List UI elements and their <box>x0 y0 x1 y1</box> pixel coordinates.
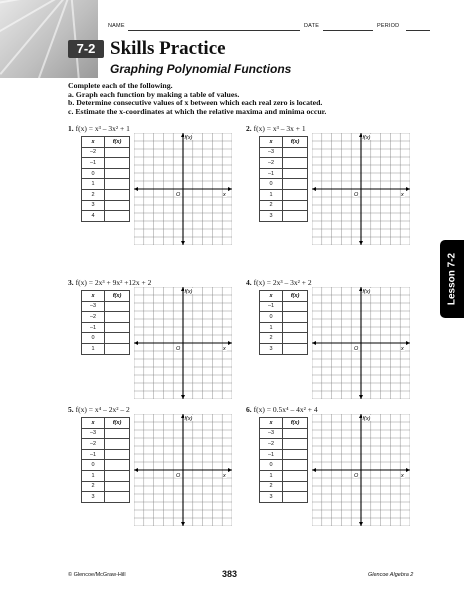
page-number: 383 <box>222 569 238 579</box>
table-row: –3 <box>82 428 130 439</box>
name-field[interactable] <box>128 30 300 31</box>
x-arrow-right <box>406 341 410 345</box>
problem-equation: 3. f(x) = 2x³ + 9x² +12x + 2 <box>68 278 152 287</box>
origin-label: O <box>354 192 359 198</box>
origin-label: O <box>176 346 181 352</box>
x-header: x <box>260 291 283 302</box>
problem-6 <box>246 405 426 527</box>
instruction-b: b. Determine consecutive values of x between which each real zero is located. <box>68 98 323 107</box>
x-arrow-right <box>406 468 410 472</box>
problem-equation: 5. f(x) = x⁴ – 2x² – 2 <box>68 405 130 414</box>
fx-header: f(x) <box>105 291 130 302</box>
y-axis-label: f(x) <box>362 135 371 141</box>
x-arrow-left <box>312 468 316 472</box>
name-label: NAME <box>108 23 125 29</box>
x-arrow-left <box>134 468 138 472</box>
table-row: 0 <box>260 179 308 190</box>
header-graphic <box>0 0 98 78</box>
table-row: 1 <box>82 179 130 190</box>
y-axis-label: f(x) <box>362 416 371 422</box>
table-row: 2 <box>82 189 130 200</box>
table-row: 0 <box>260 312 308 323</box>
x-header: x <box>82 418 105 429</box>
problem-3 <box>68 278 248 400</box>
table-row: –1 <box>82 322 130 333</box>
y-arrow-down <box>181 241 185 245</box>
problem-4 <box>246 278 426 400</box>
x-arrow-left <box>134 187 138 191</box>
y-arrow-down <box>359 522 363 526</box>
table-row: 4 <box>82 211 130 222</box>
period-field[interactable] <box>406 30 430 31</box>
y-arrow-down <box>181 395 185 399</box>
x-axis-label: x <box>223 346 226 352</box>
x-arrow-right <box>228 468 232 472</box>
x-header: x <box>82 291 105 302</box>
x-header: x <box>260 137 283 148</box>
table-row: 3 <box>260 343 308 354</box>
table-row: 3 <box>82 492 130 503</box>
problem-equation: 4. f(x) = 2x³ – 3x² + 2 <box>246 278 312 287</box>
x-axis-label: x <box>223 192 226 198</box>
x-header: x <box>82 137 105 148</box>
y-arrow-down <box>181 522 185 526</box>
fx-header: f(x) <box>283 291 308 302</box>
table-row: 0 <box>82 168 130 179</box>
x-arrow-left <box>312 341 316 345</box>
x-arrow-right <box>406 187 410 191</box>
x-axis-label: x <box>401 346 404 352</box>
coordinate-grid[interactable] <box>134 133 232 245</box>
x-arrow-left <box>134 341 138 345</box>
table-row: 0 <box>260 460 308 471</box>
table-row: 2 <box>260 481 308 492</box>
table-row: 3 <box>260 211 308 222</box>
origin-label: O <box>176 473 181 479</box>
instructions-intro: Complete each of the following. <box>68 81 173 90</box>
table-row: 1 <box>82 343 130 354</box>
x-arrow-left <box>312 187 316 191</box>
problem-equation: 1. f(x) = x³ – 3x² + 1 <box>68 124 130 133</box>
fx-header: f(x) <box>105 418 130 429</box>
x-axis-label: x <box>401 192 404 198</box>
table-row: –1 <box>260 301 308 312</box>
fx-header: f(x) <box>283 418 308 429</box>
table-row: –2 <box>260 158 308 169</box>
value-table <box>81 290 130 355</box>
y-arrow-down <box>359 241 363 245</box>
date-field[interactable] <box>323 30 373 31</box>
table-row: 2 <box>82 481 130 492</box>
x-header: x <box>260 418 283 429</box>
y-axis-label: f(x) <box>184 135 193 141</box>
problem-equation: 2. f(x) = x³ – 3x + 1 <box>246 124 306 133</box>
table-row: 1 <box>260 322 308 333</box>
origin-label: O <box>176 192 181 198</box>
fx-header: f(x) <box>283 137 308 148</box>
value-table <box>259 136 308 222</box>
y-axis-label: f(x) <box>362 289 371 295</box>
table-row: 2 <box>260 333 308 344</box>
table-row: 3 <box>260 492 308 503</box>
coordinate-grid[interactable] <box>134 414 232 526</box>
origin-label: O <box>354 346 359 352</box>
problem-equation: 6. f(x) = 0.5x⁴ – 4x² + 4 <box>246 405 318 414</box>
table-row: –2 <box>82 147 130 158</box>
page-subtitle: Graphing Polynomial Functions <box>110 62 292 76</box>
instructions <box>68 82 326 116</box>
problem-5 <box>68 405 248 527</box>
instruction-c: c. Estimate the x-coordinates at which the relative maxima and minima occur. <box>68 106 327 116</box>
side-tab-label: Lesson 7-2 <box>446 252 458 306</box>
lesson-badge: 7-2 <box>68 40 104 58</box>
instruction-a: a. Graph each function by making a table of values. <box>68 89 240 99</box>
value-table <box>81 417 130 503</box>
table-row: 1 <box>260 470 308 481</box>
table-row: –1 <box>260 449 308 460</box>
table-row: –3 <box>82 301 130 312</box>
table-row: 2 <box>260 200 308 211</box>
table-row: 0 <box>82 460 130 471</box>
x-axis-label: x <box>401 473 404 479</box>
coordinate-grid[interactable] <box>134 287 232 399</box>
x-axis-label: x <box>223 473 226 479</box>
table-row: 1 <box>82 470 130 481</box>
coordinate-grid[interactable] <box>312 133 410 245</box>
origin-label: O <box>354 473 359 479</box>
table-row: –2 <box>82 312 130 323</box>
date-label: DATE <box>304 23 320 29</box>
value-table <box>81 136 130 222</box>
period-label: PERIOD <box>377 23 400 29</box>
table-row: –1 <box>82 449 130 460</box>
page-title: Skills Practice <box>110 38 226 59</box>
y-arrow-down <box>359 395 363 399</box>
problem-1 <box>68 124 248 246</box>
table-row: –1 <box>82 158 130 169</box>
value-table <box>259 417 308 503</box>
lesson-side-tab <box>440 240 464 318</box>
fx-header: f(x) <box>105 137 130 148</box>
table-row: –1 <box>260 168 308 179</box>
table-row: –2 <box>260 439 308 450</box>
coordinate-grid[interactable] <box>312 287 410 399</box>
table-row: 0 <box>82 333 130 344</box>
footer-copyright: © Glencoe/McGraw-Hill <box>68 572 126 578</box>
value-table <box>259 290 308 355</box>
table-row: 1 <box>260 189 308 200</box>
coordinate-grid[interactable] <box>312 414 410 526</box>
table-row: –2 <box>82 439 130 450</box>
table-row: –3 <box>260 147 308 158</box>
problem-2 <box>246 124 426 246</box>
y-axis-label: f(x) <box>184 416 193 422</box>
table-row: 3 <box>82 200 130 211</box>
x-arrow-right <box>228 187 232 191</box>
x-arrow-right <box>228 341 232 345</box>
y-axis-label: f(x) <box>184 289 193 295</box>
table-row: –3 <box>260 428 308 439</box>
footer-book-title: Glencoe Algebra 2 <box>368 572 414 578</box>
